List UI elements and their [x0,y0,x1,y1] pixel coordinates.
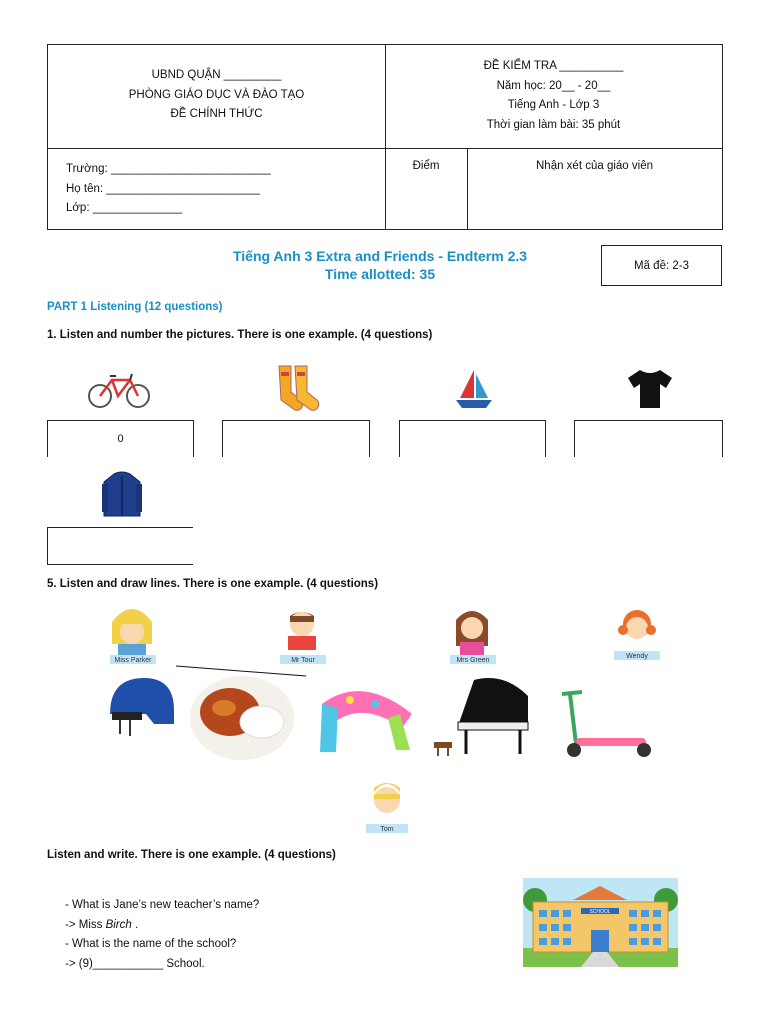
exam-block [385,57,722,135]
name-field[interactable]: Họ tên: ________________________ [66,182,260,195]
scooter-icon [562,692,651,757]
example-answer-birch: Birch [105,918,132,931]
write-line-2 [65,916,259,936]
draw-lines-figure [100,604,670,840]
write-line-4[interactable]: -> (9)___________ School. [65,957,205,970]
page-title [180,247,580,283]
exam-code: Mã đề: 2-3 [634,259,689,272]
class-field[interactable]: Lớp: ______________ [66,202,183,214]
question-write: Listen and write. There is one example. (4 questions) [47,849,336,861]
tom-avatar [366,783,408,833]
tshirt-icon [626,368,674,410]
name-tag: Mr Tour [291,657,315,664]
duration: Thời gian làm bài: 35 phút [486,118,621,131]
answer-box-3[interactable] [399,420,546,457]
mr-tour-avatar [280,612,326,664]
helmet-icon [110,678,174,736]
sailboat-icon [454,368,494,410]
piano-icon [434,678,528,756]
divider [48,148,722,149]
question-5: 5. Listen and draw lines. There is one example. (4 questions) [47,578,379,590]
bicycle-icon [86,370,152,410]
name-tag: Tom [380,826,394,833]
name-tag: Miss Parker [114,657,152,664]
example-line [176,666,306,676]
question-1: 1. Listen and number the pictures. There is one example. (4 questions) [47,329,433,341]
answer-suffix: . [131,918,139,931]
answer-box-5[interactable] [47,527,193,565]
department-name: PHÒNG GIÁO DỤC VÀ ĐÀO TẠO [128,88,305,101]
school-building-icon [523,878,678,967]
food-plate-icon [190,676,294,760]
jacket-icon [100,470,144,520]
title-line2: Time allotted: 35 [324,266,436,282]
part-heading: PART 1 Listening (12 questions) [47,301,223,313]
name-tag: Mrs Green [456,657,490,664]
school-field[interactable]: Trường: _________________________ [66,163,271,175]
miss-parker-avatar [110,609,156,664]
write-exercise [65,896,259,974]
arrow-prefix: -> Miss [65,918,106,931]
write-line-1: - What is Jane’s new teacher’s name? [65,899,260,911]
answer-box-4[interactable] [574,420,723,457]
title-line1: Tiếng Anh 3 Extra and Friends - Endterm 2.3 [232,248,528,264]
student-info [66,160,271,219]
official-label: ĐỀ CHÍNH THỨC [170,108,263,120]
wendy-avatar [614,610,660,660]
exam-label: ĐỀ KIỂM TRA __________ [483,60,624,72]
exam-code-box [601,245,722,286]
write-line-3: - What is the name of the school? [65,938,237,950]
name-tag: Wendy [626,653,648,660]
example-answer: 0 [117,433,124,445]
socks-icon [275,364,321,412]
comment-label: Nhận xét của giáo viên [536,160,653,172]
subject: Tiếng Anh - Lớp 3 [507,99,600,111]
scarf-icon [320,691,412,752]
score-label: Điểm [412,160,440,172]
mrs-green-avatar [450,611,496,664]
school-year: Năm học: 20__ - 20__ [496,79,611,92]
district-name: UBND QUẬN _________ [151,69,282,81]
header-table [47,44,723,230]
answer-box-1[interactable] [47,420,194,457]
answer-box-2[interactable] [222,420,370,457]
school-sign: SCHOOL [589,909,611,915]
district-block [48,66,385,125]
